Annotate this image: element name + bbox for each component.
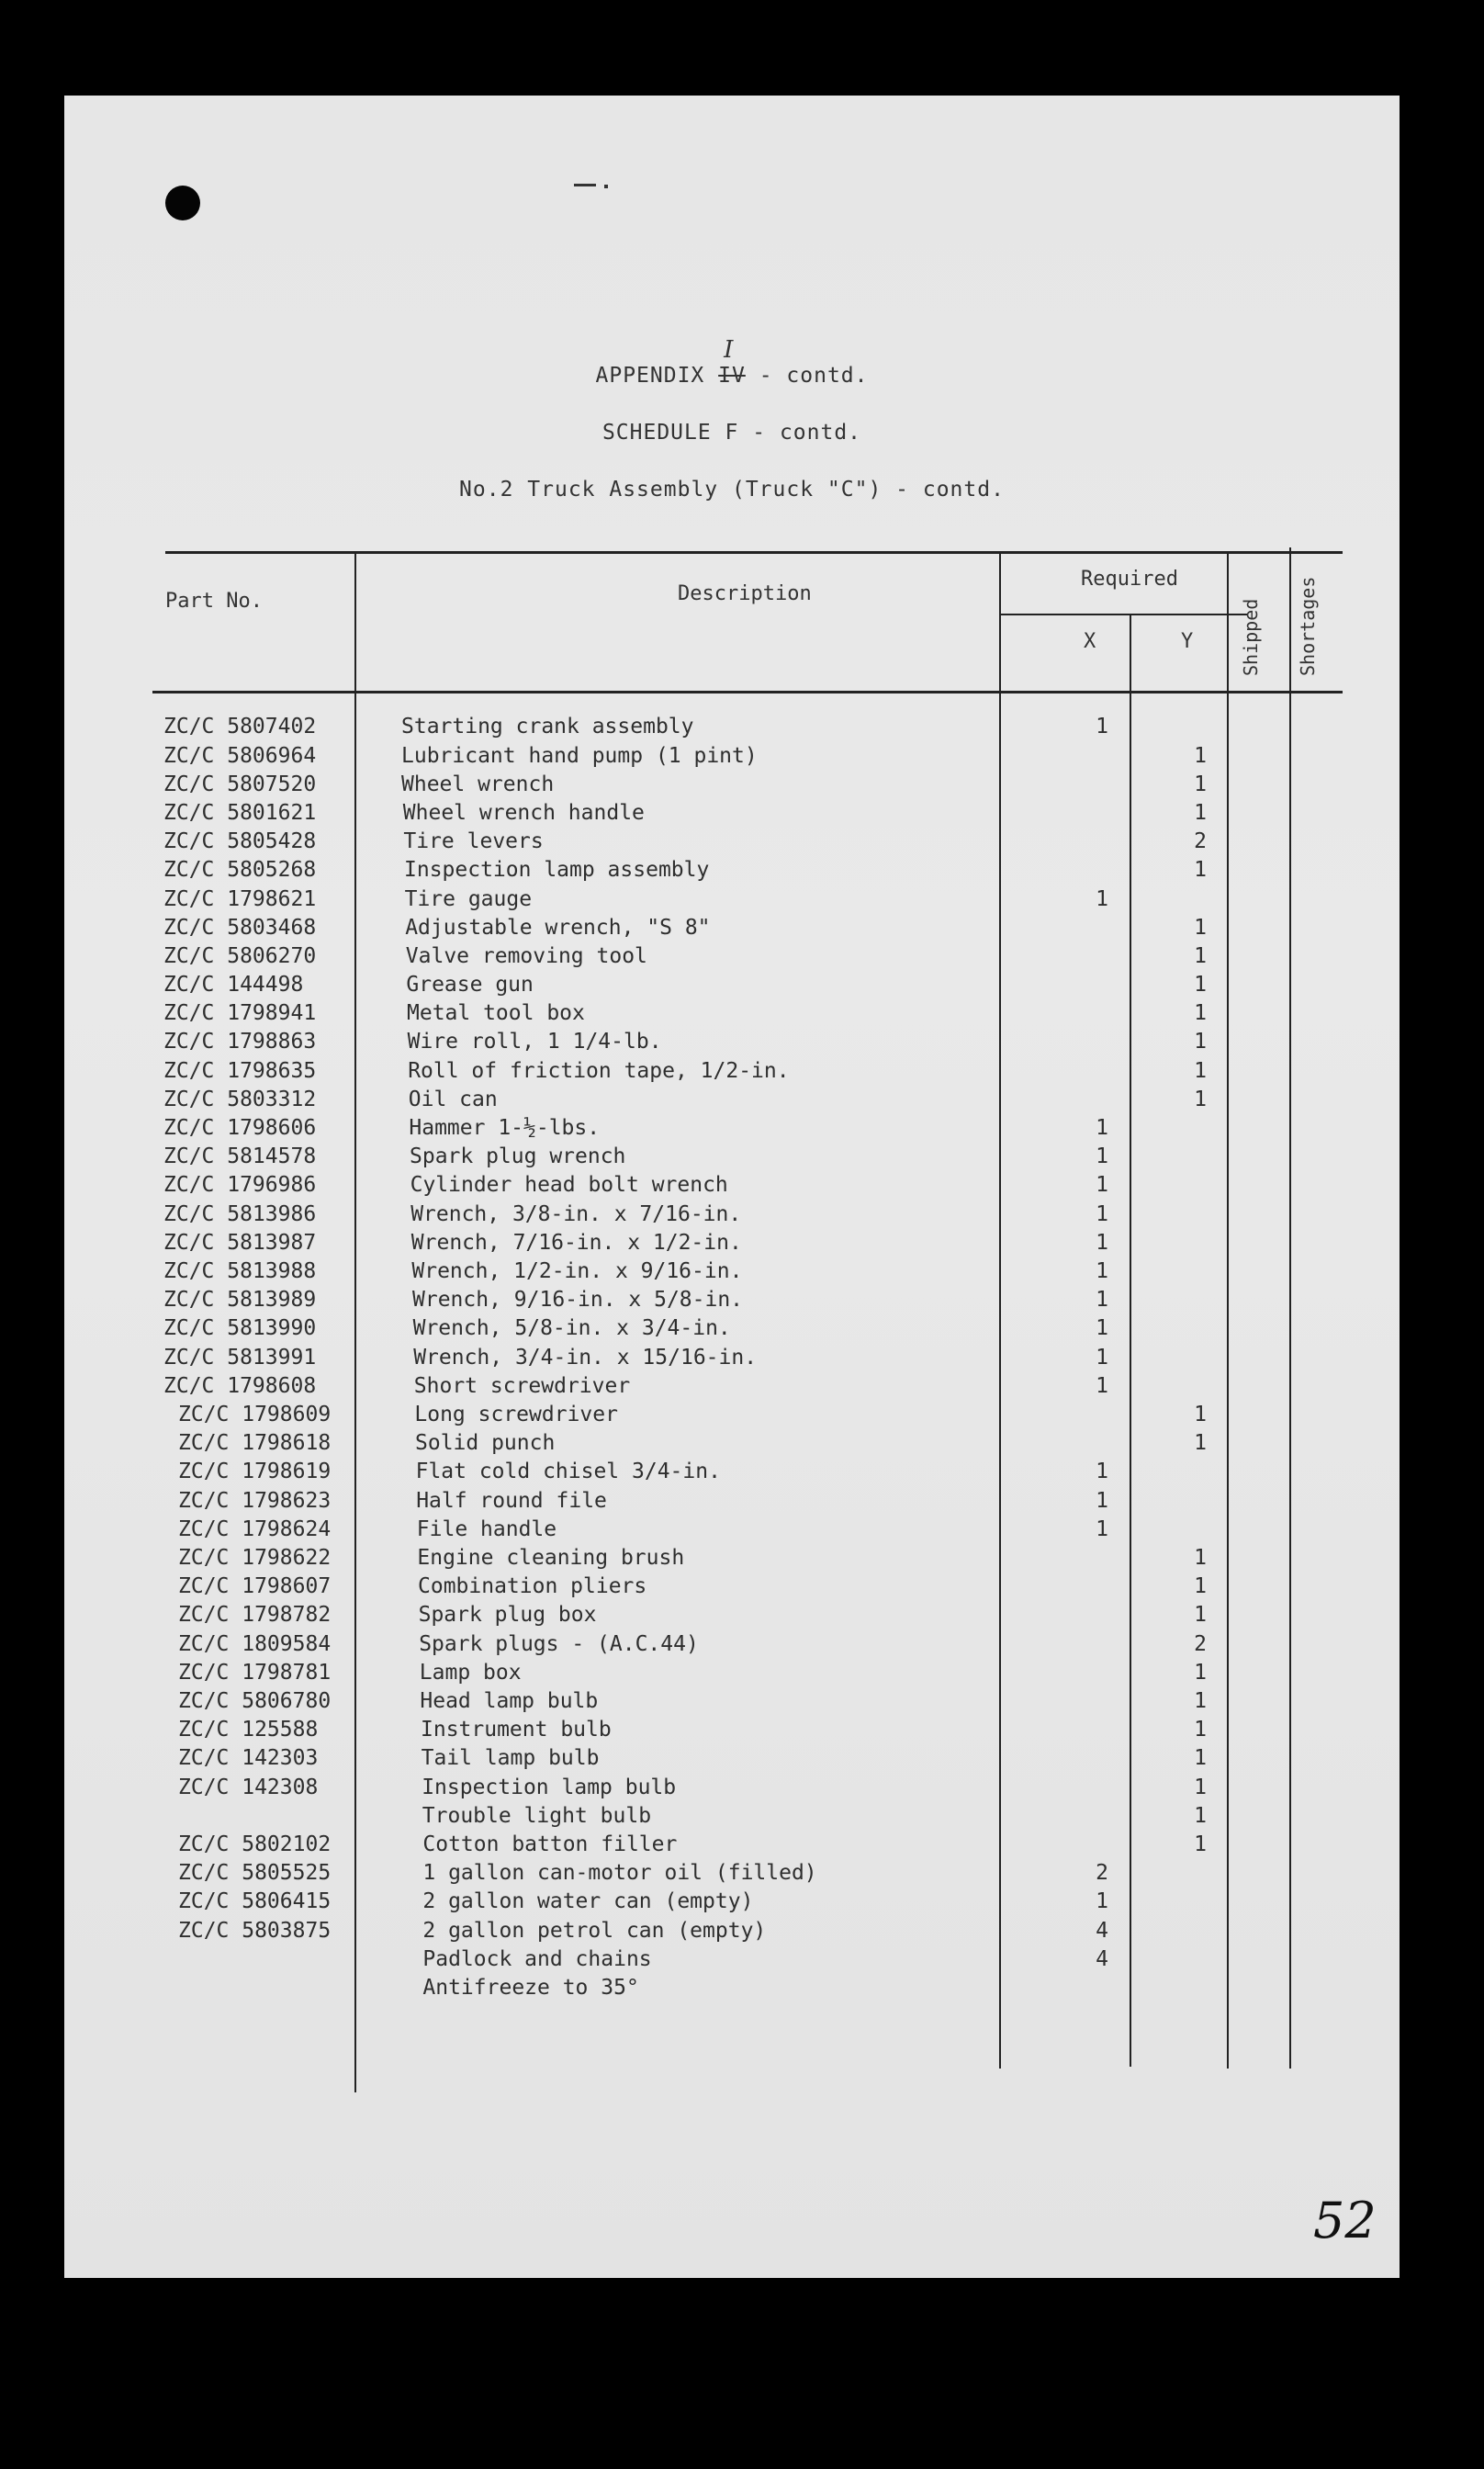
item-description: Spark plugs - (A.C.44) [419,1632,699,1656]
table-row [64,1088,1400,1115]
quantity-x: 1 [1096,1889,1108,1913]
table-row [64,1202,1400,1230]
quantity-x: 1 [1096,1144,1108,1168]
part-number: ZC/C 5813988 [163,1259,317,1283]
item-description: 2 gallon water can (empty) [422,1889,754,1913]
part-number: ZC/C 1798606 [163,1116,317,1140]
table-row [64,1001,1400,1029]
item-description: Cylinder head bolt wrench [410,1173,728,1197]
part-number: ZC/C 144498 [163,973,304,997]
item-description: Spark plug box [418,1603,597,1627]
table-row [64,744,1400,772]
quantity-x: 1 [1096,1202,1108,1226]
quantity-y: 1 [1194,1574,1207,1598]
y-header: Y [1181,630,1194,653]
document-page [64,96,1400,2278]
appendix-numeral: IV I [718,336,746,388]
table-row [64,1861,1400,1888]
item-description: Engine cleaning brush [417,1546,685,1570]
quantity-y: 1 [1194,1776,1207,1799]
table-row [64,1832,1400,1860]
item-description: Roll of friction tape, 1/2-in. [408,1059,790,1083]
item-description: Wrench, 9/16-in. x 5/8-in. [412,1288,744,1312]
table-row [64,1144,1400,1172]
item-description: Solid punch [415,1431,556,1455]
quantity-x: 1 [1096,1231,1108,1255]
part-number: ZC/C 5813987 [163,1231,317,1255]
part-number: ZC/C 5803468 [163,916,317,940]
table-row [64,1460,1400,1487]
table-row [64,1259,1400,1287]
table-row [64,1517,1400,1545]
quantity-y: 1 [1194,1030,1207,1054]
item-description: Wheel wrench [401,772,555,796]
part-number: ZC/C 5806780 [178,1689,332,1713]
item-description: Short screwdriver [413,1374,631,1398]
table-row [64,1632,1400,1660]
item-description: Oil can [408,1088,498,1111]
quantity-y: 1 [1194,944,1207,968]
quantity-x: 1 [1096,715,1108,738]
table-row [64,772,1400,800]
table-row [64,829,1400,857]
item-description: Tail lamp bulb [421,1746,600,1770]
table-top-rule [165,551,1343,554]
part-number: ZC/C 1798621 [163,887,317,911]
item-description: Flat cold chisel 3/4-in. [415,1460,721,1483]
table-row [64,1231,1400,1258]
quantity-y: 1 [1194,858,1207,882]
quantity-y: 1 [1194,1001,1207,1025]
part-number: ZC/C 5813990 [163,1316,317,1340]
part-number: ZC/C 1796986 [163,1173,317,1197]
item-description: Long screwdriver [414,1403,618,1426]
part-number: ZC/C 5806415 [178,1889,332,1913]
quantity-x: 1 [1096,1374,1108,1398]
table-row [64,715,1400,742]
part-number: ZC/C 125588 [178,1718,319,1742]
table-row [64,1776,1400,1803]
item-description: Spark plug wrench [410,1144,626,1168]
part-number: ZC/C 5805428 [163,829,317,853]
quantity-x: 1 [1096,1316,1108,1340]
part-number: ZC/C 5805268 [163,858,317,882]
part-number: ZC/C 142308 [178,1776,319,1799]
quantity-y: 1 [1194,801,1207,825]
item-description: Wire roll, 1 1/4-lb. [407,1030,662,1054]
part-no-header: Part No. [165,590,263,613]
table-row [64,1030,1400,1057]
table-row [64,1947,1400,1975]
quantity-y: 2 [1194,1632,1207,1656]
quantity-y: 1 [1194,1603,1207,1627]
table-row [64,916,1400,943]
table-row [64,1889,1400,1917]
table-row [64,858,1400,885]
quantity-x: 1 [1096,1460,1108,1483]
quantity-y: 1 [1194,1718,1207,1742]
item-description: Cotton batton filler [422,1832,678,1856]
part-number: ZC/C 1798863 [163,1030,317,1054]
table-row [64,887,1400,915]
quantity-x: 4 [1096,1947,1108,1971]
item-description: Starting crank assembly [401,715,694,738]
item-description: Wrench, 7/16-in. x 1/2-in. [410,1231,742,1255]
quantity-y: 1 [1194,916,1207,940]
quantity-x: 1 [1096,1288,1108,1312]
quantity-x: 1 [1096,1116,1108,1140]
part-number: ZC/C 5813989 [163,1288,317,1312]
table-row [64,1661,1400,1688]
table-row [64,1718,1400,1745]
quantity-y: 1 [1194,1746,1207,1770]
item-description: Lubricant hand pump (1 pint) [401,744,758,768]
table-row [64,1116,1400,1144]
page-number: 52 [1313,2192,1377,2249]
table-row [64,1346,1400,1373]
table-row [64,1804,1400,1832]
part-number: ZC/C 1798618 [178,1431,332,1455]
item-description: 2 gallon petrol can (empty) [422,1919,767,1943]
part-number: ZC/C 142303 [178,1746,319,1770]
part-number: ZC/C 5802102 [178,1832,332,1856]
item-description: Padlock and chains [422,1947,652,1971]
table-row [64,944,1400,972]
item-description: Trouble light bulb [422,1804,652,1828]
table-row [64,973,1400,1000]
part-number: ZC/C 1798635 [163,1059,317,1083]
item-description: Wrench, 3/4-in. x 15/16-in. [413,1346,758,1370]
table-row [64,1403,1400,1430]
part-number: ZC/C 1798608 [163,1374,317,1398]
item-description: Lamp box [419,1661,522,1685]
quantity-x: 1 [1096,1173,1108,1197]
ink-speck [574,184,596,186]
item-description: Hammer 1-½-lbs. [409,1116,601,1140]
part-number: ZC/C 5801621 [163,801,317,825]
quantity-y: 1 [1194,1059,1207,1083]
part-number: ZC/C 5807402 [163,715,317,738]
item-description: Half round file [416,1489,607,1513]
part-number: ZC/C 1798622 [178,1546,332,1570]
quantity-x: 1 [1096,1259,1108,1283]
part-number: ZC/C 1798782 [178,1603,332,1627]
required-header: Required [1081,568,1178,591]
item-description: Instrument bulb [421,1718,612,1742]
quantity-y: 1 [1194,1403,1207,1426]
part-number: ZC/C 1809584 [178,1632,332,1656]
item-description: Tire gauge [404,887,533,911]
quantity-y: 1 [1194,1689,1207,1713]
quantity-x: 1 [1096,1346,1108,1370]
item-description: Antifreeze to 35° [422,1976,639,2000]
part-number: ZC/C 1798623 [178,1489,332,1513]
part-number: ZC/C 5813986 [163,1202,317,1226]
part-number: ZC/C 1798624 [178,1517,332,1541]
table-row [64,1489,1400,1516]
item-description: Wheel wrench handle [402,801,645,825]
quantity-y: 1 [1194,772,1207,796]
item-description: Inspection lamp bulb [422,1776,677,1799]
item-description: Wrench, 1/2-in. x 9/16-in. [411,1259,743,1283]
table-row [64,1316,1400,1344]
table-row [64,1288,1400,1315]
item-description: Combination pliers [418,1574,647,1598]
part-number: ZC/C 5803875 [178,1919,332,1943]
quantity-x: 1 [1096,1489,1108,1513]
item-description: 1 gallon can-motor oil (filled) [422,1861,817,1885]
quantity-x: 4 [1096,1919,1108,1943]
description-header: Description [678,582,812,605]
item-description: Tire levers [403,829,544,853]
ink-speck [604,185,608,188]
part-number: ZC/C 1798607 [178,1574,332,1598]
table-row [64,1374,1400,1402]
table-row [64,801,1400,829]
table-row [64,1574,1400,1602]
quantity-y: 1 [1194,1546,1207,1570]
table-row [64,1689,1400,1717]
part-number: ZC/C 1798609 [178,1403,332,1426]
header-bottom-rule [152,691,1343,693]
appendix-heading: APPENDIX IV I - contd. [595,336,869,388]
quantity-y: 2 [1194,829,1207,853]
schedule-heading: SCHEDULE F - contd. [601,421,862,445]
table-row [64,1919,1400,1946]
part-number: ZC/C 5806270 [163,944,317,968]
part-number: ZC/C 5803312 [163,1088,317,1111]
quantity-x: 2 [1096,1861,1108,1885]
item-description: Head lamp bulb [420,1689,599,1713]
quantity-y: 1 [1194,1804,1207,1828]
quantity-x: 1 [1096,887,1108,911]
part-number: ZC/C 1798781 [178,1661,332,1685]
item-description: File handle [416,1517,557,1541]
truck-subtitle: No.2 Truck Assembly (Truck "C") - contd. [459,478,1005,502]
part-number: ZC/C 5807520 [163,772,317,796]
quantity-y: 1 [1194,744,1207,768]
table-row [64,1173,1400,1201]
item-description: Grease gun [406,973,534,997]
table-row [64,1746,1400,1774]
item-description: Wrench, 5/8-in. x 3/4-in. [412,1316,731,1340]
quantity-y: 1 [1194,973,1207,997]
x-header: X [1084,630,1096,653]
part-number: ZC/C 5806964 [163,744,317,768]
binder-hole [165,186,200,220]
shortages-header: Shortages [1297,576,1319,676]
part-number: ZC/C 1798941 [163,1001,317,1025]
required-rule [999,614,1247,615]
quantity-y: 1 [1194,1431,1207,1455]
table-row [64,1603,1400,1630]
item-description: Wrench, 3/8-in. x 7/16-in. [410,1202,742,1226]
table-row [64,1431,1400,1459]
item-description: Inspection lamp assembly [404,858,710,882]
table-row [64,1059,1400,1087]
quantity-x: 1 [1096,1517,1108,1541]
part-number: ZC/C 5805525 [178,1861,332,1885]
table-row [64,1976,1400,2003]
item-description: Adjustable wrench, "S 8" [405,916,711,940]
quantity-y: 1 [1194,1088,1207,1111]
item-description: Metal tool box [407,1001,585,1025]
item-description: Valve removing tool [405,944,647,968]
quantity-y: 1 [1194,1832,1207,1856]
table-row [64,1546,1400,1573]
part-number: ZC/C 5813991 [163,1346,317,1370]
shipped-header: Shipped [1240,598,1262,676]
part-number: ZC/C 1798619 [178,1460,332,1483]
part-number: ZC/C 5814578 [163,1144,317,1168]
quantity-y: 1 [1194,1661,1207,1685]
